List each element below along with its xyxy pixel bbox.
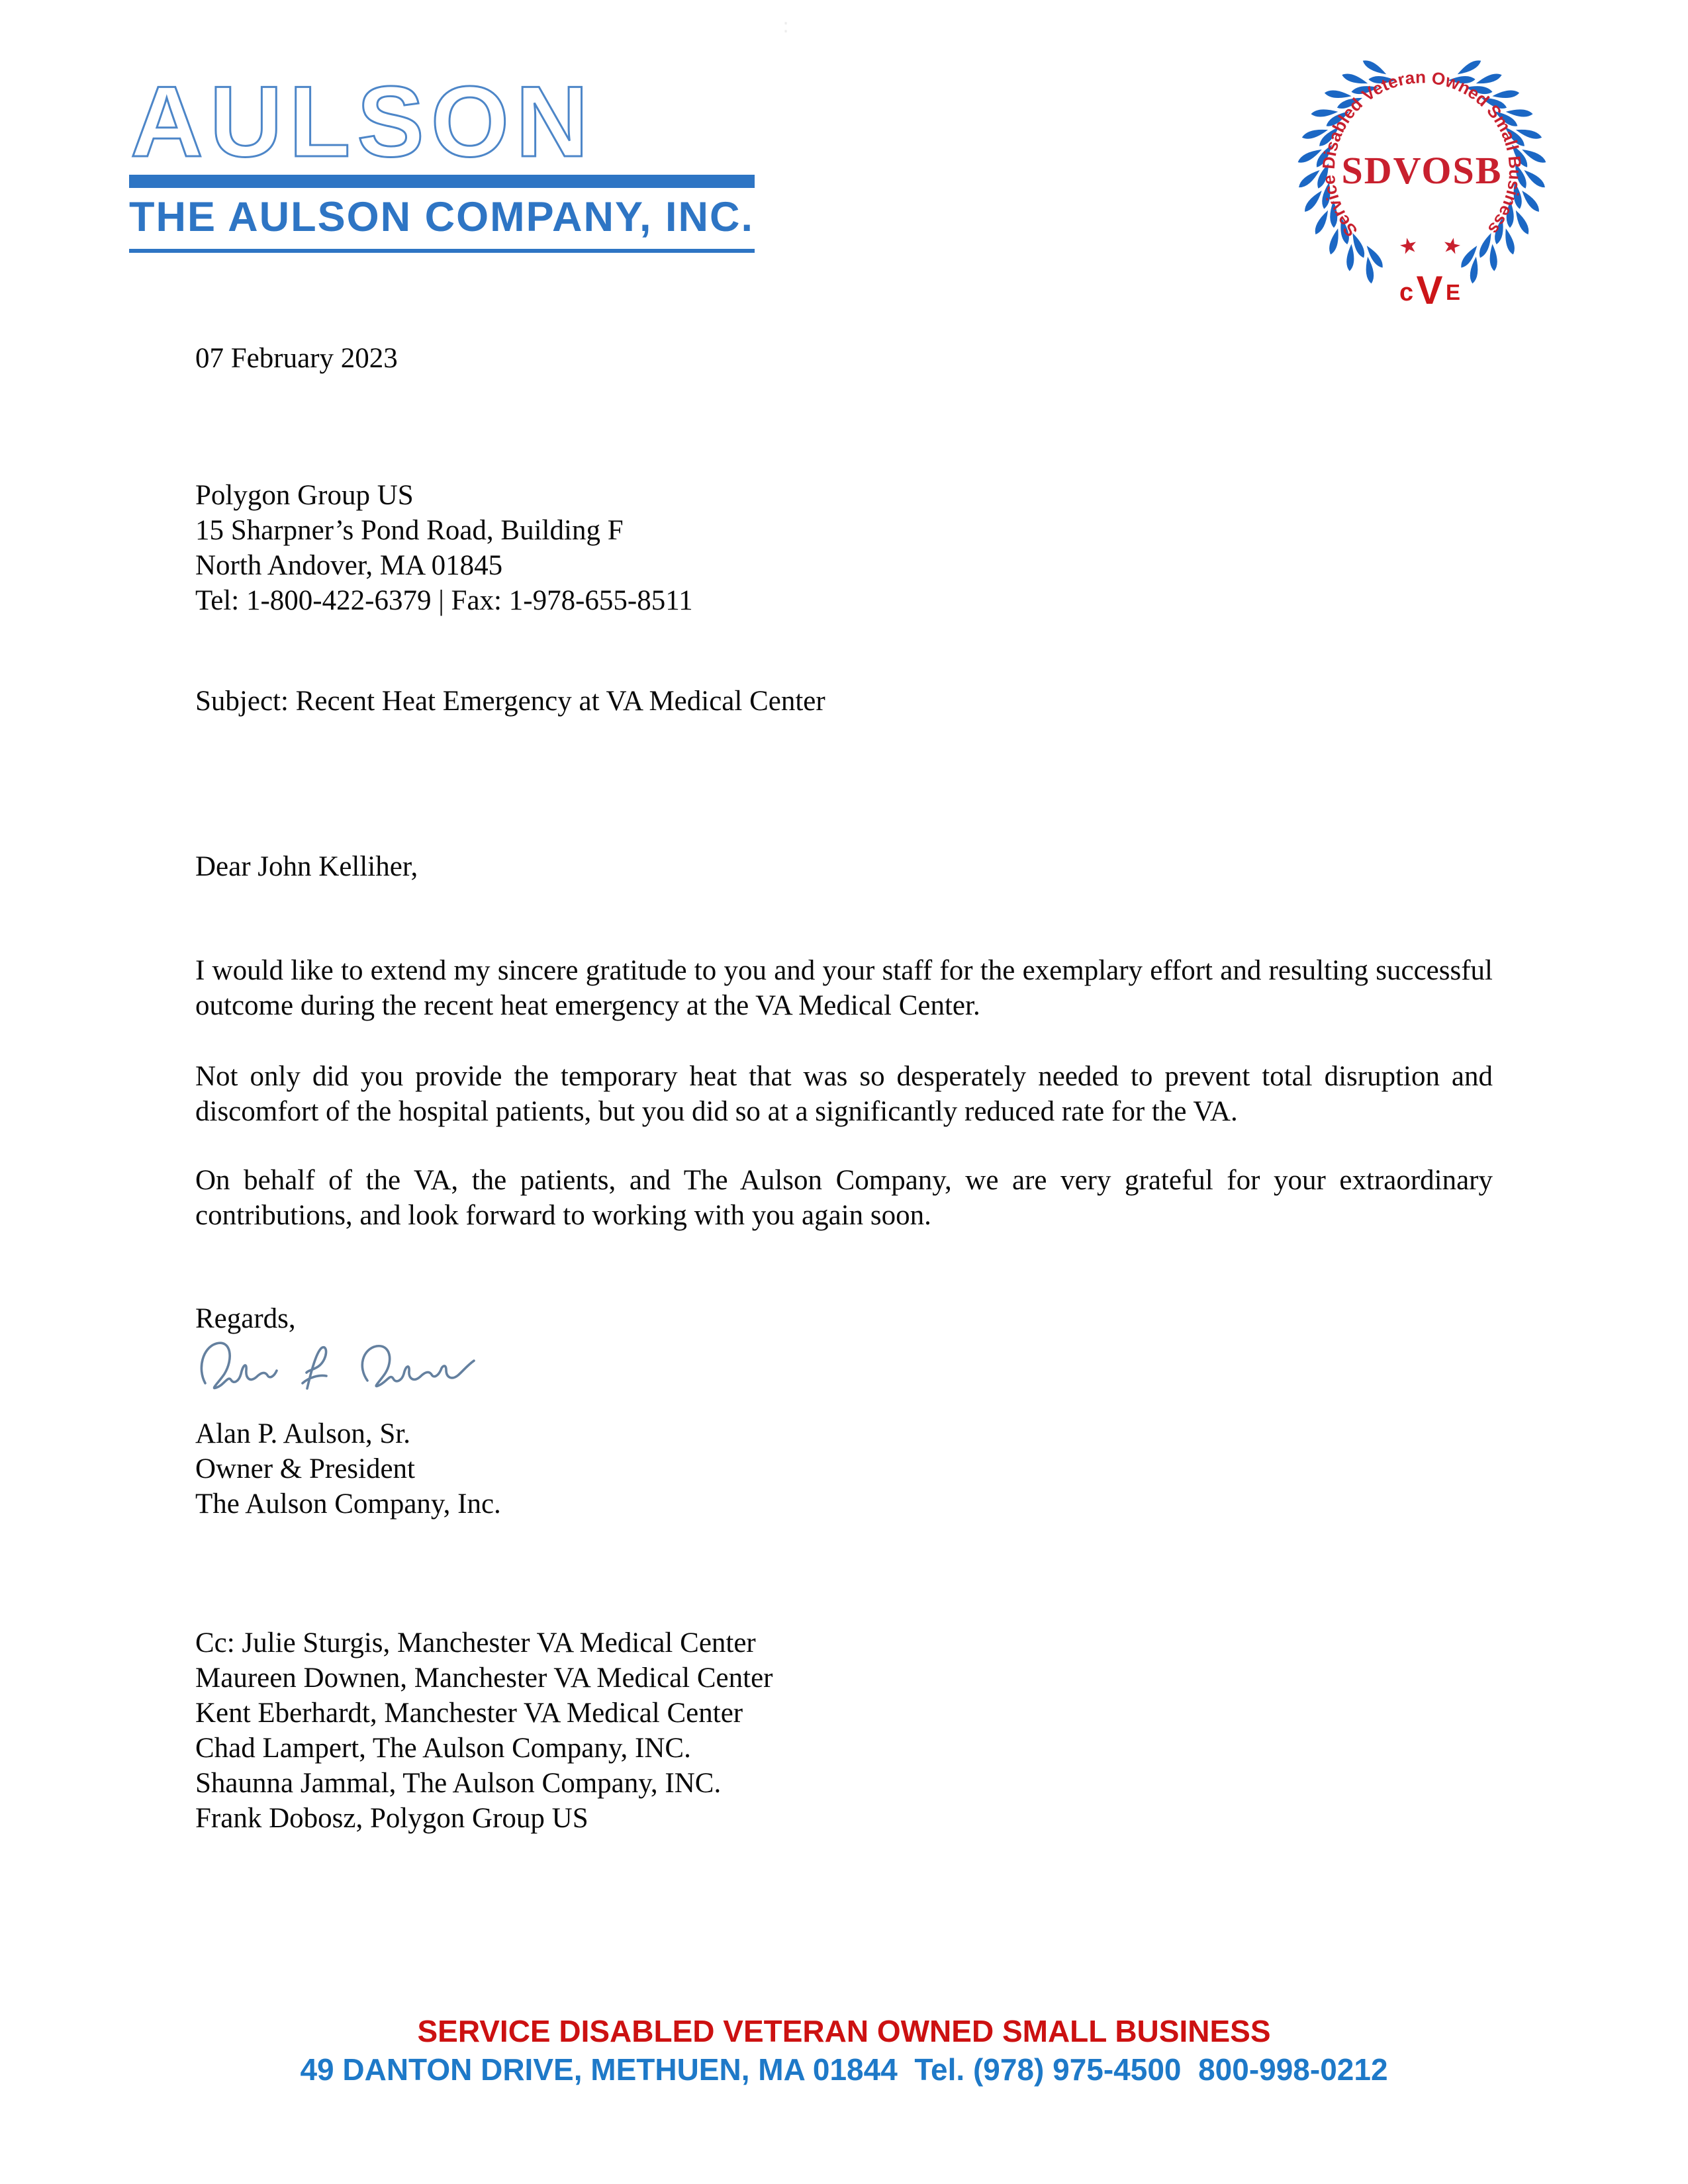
salutation: Dear John Kelliher,: [195, 851, 418, 882]
recipient-address-block: [195, 478, 1493, 618]
signer-name: Alan P. Aulson, Sr.: [195, 1418, 410, 1449]
logo-underline: [129, 249, 755, 253]
aulson-wordmark-text: AULSON: [130, 66, 595, 173]
sdvosb-seal-icon: [1289, 41, 1557, 332]
recipient-name: Polygon Group US: [195, 480, 414, 511]
logo-company-name: THE AULSON COMPANY, INC.: [129, 194, 755, 240]
recipient-street: 15 Sharpner’s Pond Road, Building F: [195, 515, 624, 546]
footer-sdvosb-line: SERVICE DISABLED VETERAN OWNED SMALL BUSINESS: [417, 2014, 1271, 2048]
footer-address-line: 49 DANTON DRIVE, METHUEN, MA 01844 Tel. (978) 975-4500 800-998-0212: [300, 2052, 1388, 2087]
cve-e: E: [1446, 280, 1461, 304]
body-paragraph-1: I would like to extend my sincere gratitude to you and your staff for the exemplary effort and resulting successful outcome during the recent heat emergency at the VA Medical Center.: [195, 955, 1493, 1021]
subject-line: Subject: Recent Heat Emergency at VA Medical Center: [195, 686, 825, 717]
cc-line: Chad Lampert, The Aulson Company, INC.: [195, 1733, 691, 1764]
signer-company: The Aulson Company, Inc.: [195, 1488, 501, 1520]
cve-v: V: [1416, 268, 1443, 312]
recipient-phone: Tel: 1-800-422-6379 | Fax: 1-978-655-8511: [195, 585, 693, 616]
letter-date: 07 February 2023: [195, 343, 398, 374]
cve-c: c: [1399, 279, 1414, 306]
cc-line: Shaunna Jammal, The Aulson Company, INC.: [195, 1768, 722, 1799]
seal-center-text: SDVOSB: [1341, 149, 1503, 192]
body-paragraph-3: On behalf of the VA, the patients, and The Aulson Company, we are very grateful for your extraordinary contributions, and look forward to working with you again soon.: [195, 1165, 1493, 1231]
seal-star-right-icon: ★: [1440, 231, 1464, 260]
scan-artifact: :: [782, 15, 790, 38]
recipient-city: North Andover, MA 01845: [195, 550, 503, 581]
closing: Regards,: [195, 1303, 296, 1334]
signer-block: [195, 1416, 1493, 1522]
cc-line: Maureen Downen, Manchester VA Medical Center: [195, 1662, 773, 1694]
seal-cve-logo: [1399, 268, 1460, 312]
logo-divider-bar: [129, 175, 755, 188]
cc-line: Cc: Julie Sturgis, Manchester VA Medical Center: [195, 1627, 756, 1659]
seal-ring-text: Service Disabled Veteran Owned Small Business: [1318, 67, 1526, 241]
cc-block: [195, 1625, 1493, 1836]
body-paragraph-2: Not only did you provide the temporary heat that was so desperately needed to prevent total disruption and discomfort of the hospital patients, but you did so at a significantly reduced rate for the VA.: [195, 1061, 1493, 1127]
seal-star-left-icon: ★: [1396, 231, 1421, 260]
handwritten-signature: [196, 1329, 481, 1407]
company-logo: [129, 66, 758, 253]
aulson-wordmark-outline-icon: [129, 66, 758, 173]
signer-title: Owner & President: [195, 1453, 415, 1484]
cc-line: Kent Eberhardt, Manchester VA Medical Center: [195, 1698, 743, 1729]
cc-line: Frank Dobosz, Polygon Group US: [195, 1803, 588, 1834]
